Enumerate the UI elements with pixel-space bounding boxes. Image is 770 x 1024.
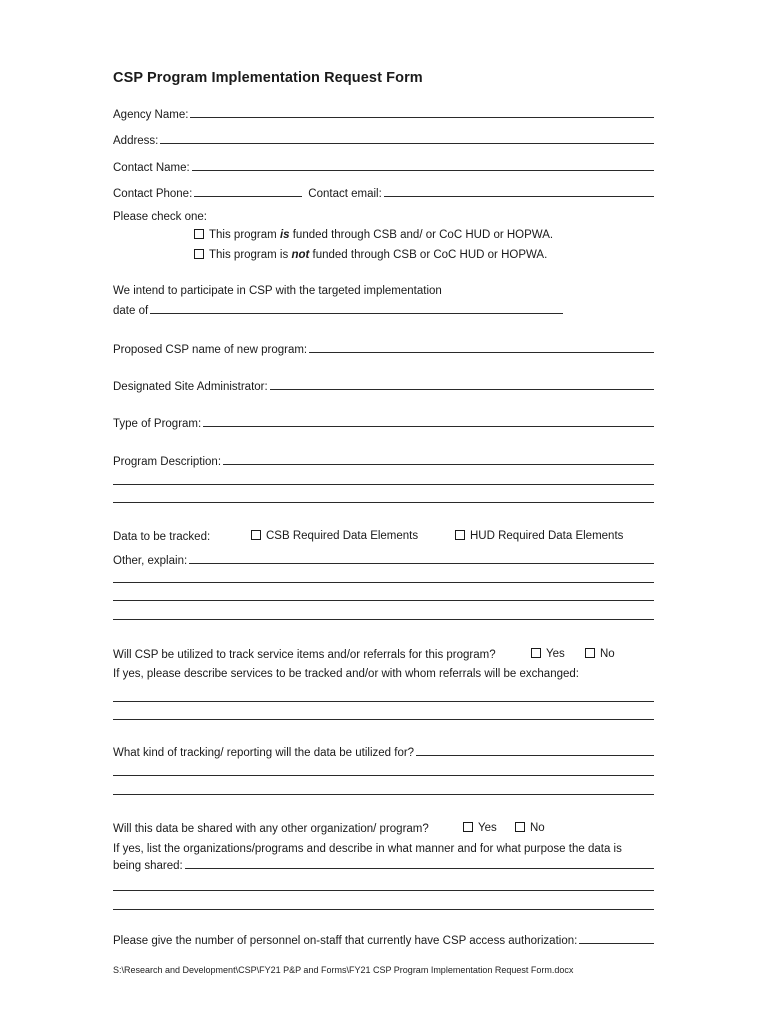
funding-option-is[interactable]: [194, 229, 553, 241]
intend-date-row: [113, 301, 563, 317]
footer-file-path: S:\Research and Development\CSP\FY21 P&P and Forms\FY21 CSP Program Implementation Request Form.docx: [113, 965, 574, 975]
shared-line-3[interactable]: [113, 909, 654, 910]
track-services-line-1[interactable]: [113, 701, 654, 702]
personnel-row: [113, 931, 654, 947]
contact-name-label: Contact Name:: [113, 162, 190, 174]
hud-elements-option[interactable]: [455, 530, 623, 542]
data-tracked-label: Data to be tracked:: [113, 531, 211, 543]
shared-question: Will this data be shared with any other organization/ program?: [113, 823, 429, 835]
address-label: Address:: [113, 135, 159, 147]
intend-date-field[interactable]: [150, 313, 563, 314]
form-title: CSP Program Implementation Request Form: [113, 70, 423, 86]
shared-yes-text: Yes: [478, 822, 497, 834]
address-field[interactable]: [160, 143, 654, 144]
program-description-line-2[interactable]: [113, 484, 654, 485]
personnel-label: Please give the number of personnel on-staff that currently have CSP access authorization:: [113, 935, 578, 947]
funding-is-checkbox[interactable]: [194, 229, 204, 239]
track-services-no[interactable]: [585, 648, 615, 660]
other-explain-field[interactable]: [189, 563, 654, 564]
other-explain-line-4[interactable]: [113, 619, 654, 620]
tracking-reporting-line-2[interactable]: [113, 775, 654, 776]
shared-followup-field[interactable]: [185, 868, 654, 869]
intend-date-label: date of: [113, 305, 149, 317]
funding-not-emphasis: not: [291, 249, 310, 261]
other-explain-row: [113, 551, 654, 567]
other-explain-line-3[interactable]: [113, 600, 654, 601]
tracking-reporting-field[interactable]: [416, 755, 654, 756]
shared-no-checkbox[interactable]: [515, 822, 525, 832]
proposed-name-label: Proposed CSP name of new program:: [113, 344, 308, 356]
shared-followup-label: being shared:: [113, 860, 183, 872]
shared-no[interactable]: [515, 822, 545, 834]
funding-not-text-before: This program is: [209, 249, 292, 261]
address-row: [113, 131, 654, 147]
personnel-field[interactable]: [579, 943, 654, 944]
track-services-yes-checkbox[interactable]: [531, 648, 541, 658]
shared-no-text: No: [530, 822, 545, 834]
program-type-field[interactable]: [203, 426, 654, 427]
contact-phone-field[interactable]: [194, 196, 302, 197]
shared-line-2[interactable]: [113, 890, 654, 891]
shared-yes[interactable]: [463, 822, 497, 834]
hud-elements-checkbox[interactable]: [455, 530, 465, 540]
site-admin-label: Designated Site Administrator:: [113, 381, 268, 393]
funding-is-emphasis: is: [279, 229, 290, 241]
funding-not-text-after: funded through CSB or CoC HUD or HOPWA.: [309, 249, 548, 261]
shared-followup-row: [113, 856, 654, 872]
shared-yes-checkbox[interactable]: [463, 822, 473, 832]
funding-not-checkbox[interactable]: [194, 249, 204, 259]
intend-text: We intend to participate in CSP with the targeted implementation: [113, 285, 442, 297]
program-type-row: [113, 414, 654, 430]
track-services-yes[interactable]: [531, 648, 565, 660]
program-description-row: [113, 452, 654, 468]
tracking-reporting-line-3[interactable]: [113, 794, 654, 795]
program-type-label: Type of Program:: [113, 418, 202, 430]
track-services-no-text: No: [600, 648, 615, 660]
contact-name-field[interactable]: [192, 170, 654, 171]
agency-name-row: [113, 105, 654, 121]
tracking-reporting-label: What kind of tracking/ reporting will the data be utilized for?: [113, 747, 415, 759]
csb-elements-text: CSB Required Data Elements: [266, 530, 419, 542]
check-one-label: Please check one:: [113, 211, 207, 223]
funding-option-not[interactable]: [194, 249, 547, 261]
track-services-line-2[interactable]: [113, 719, 654, 720]
track-services-followup: If yes, please describe services to be tracked and/or with whom referrals will be exchanged:: [113, 668, 579, 680]
program-description-label: Program Description:: [113, 456, 222, 468]
track-services-no-checkbox[interactable]: [585, 648, 595, 658]
proposed-name-field[interactable]: [309, 352, 654, 353]
program-description-field[interactable]: [223, 464, 654, 465]
program-description-line-3[interactable]: [113, 502, 654, 503]
funding-is-text-before: This program: [209, 229, 280, 241]
track-services-yes-text: Yes: [546, 648, 565, 660]
agency-name-label: Agency Name:: [113, 109, 189, 121]
agency-name-field[interactable]: [190, 117, 654, 118]
csb-elements-checkbox[interactable]: [251, 530, 261, 540]
site-admin-row: [113, 377, 654, 393]
tracking-reporting-row: [113, 743, 654, 759]
proposed-name-row: [113, 340, 654, 356]
funding-is-text-after: funded through CSB and/ or CoC HUD or HOPWA.: [289, 229, 554, 241]
contact-phone-label: Contact Phone:: [113, 188, 193, 200]
site-admin-field[interactable]: [270, 389, 654, 390]
track-services-question: Will CSP be utilized to track service items and/or referrals for this program?: [113, 649, 496, 661]
contact-phone-row: [113, 184, 654, 200]
other-explain-label: Other, explain:: [113, 555, 188, 567]
shared-followup-line-1: If yes, list the organizations/programs and describe in what manner and for what purpose the data is: [113, 843, 622, 855]
other-explain-line-2[interactable]: [113, 582, 654, 583]
csb-elements-option[interactable]: [251, 530, 418, 542]
contact-name-row: [113, 158, 654, 174]
contact-email-field[interactable]: [384, 196, 654, 197]
hud-elements-text: HUD Required Data Elements: [470, 530, 624, 542]
contact-email-label: Contact email:: [308, 188, 382, 200]
